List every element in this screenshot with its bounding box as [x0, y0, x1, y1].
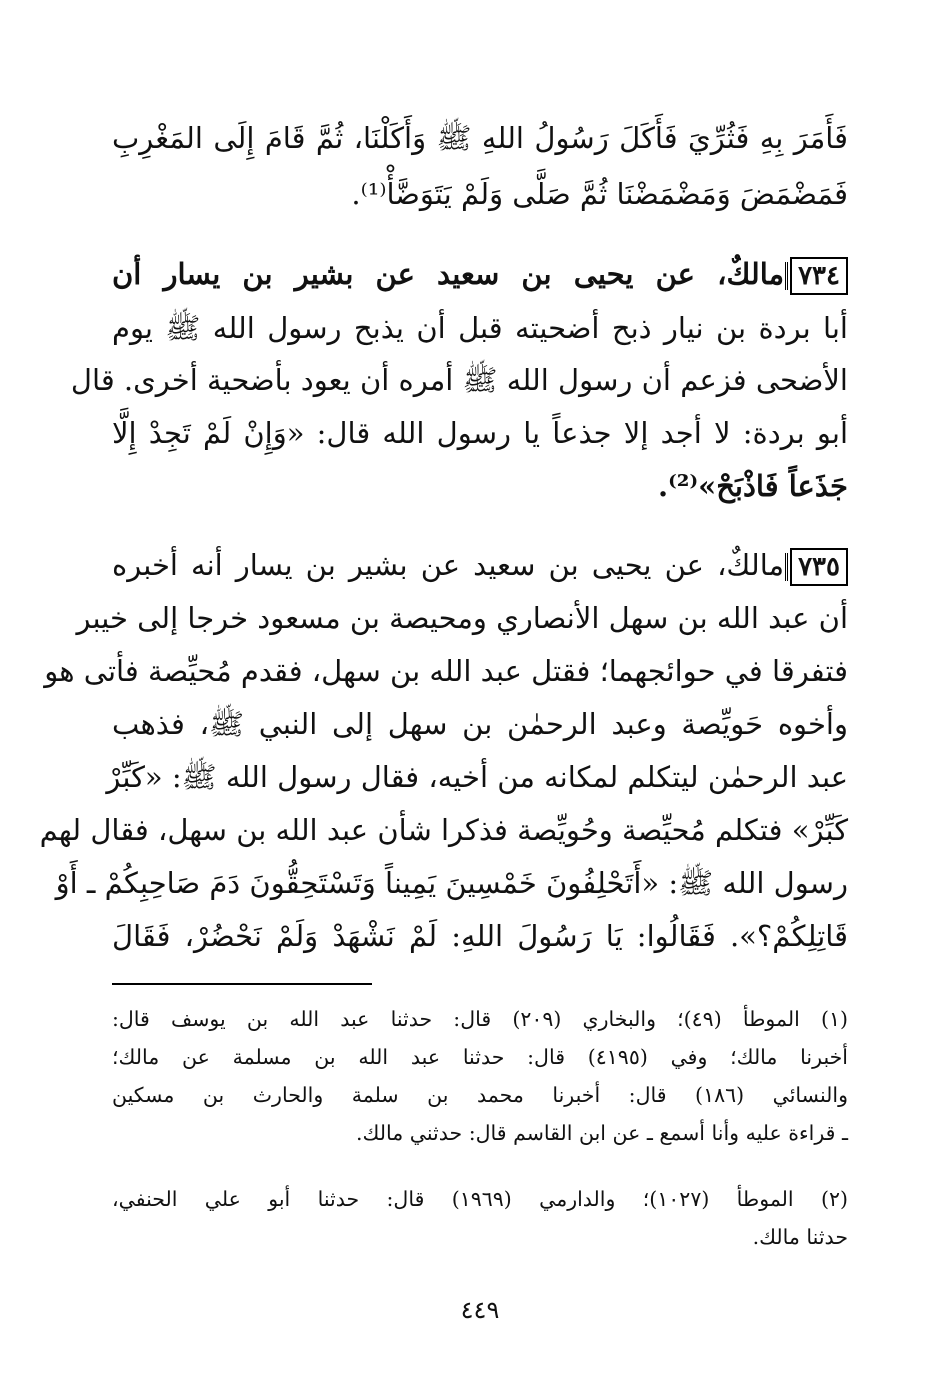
body-line: الأضحى فزعم أن رسول الله ﷺ أمره أن يعود بأضحية أخرى. قال — [70, 363, 848, 397]
body-line: أبا بردة بن نيار ذبح أضحيته قبل أن يذبح رسول الله ﷺ يوم — [112, 311, 848, 345]
hadith-735-first-line — [112, 537, 848, 593]
body-line: أن عبد الله بن سهل الأنصاري ومحيصة بن مسعود خرجا إلى خيبر — [76, 601, 848, 635]
footnote-line: (١) الموطأ (٤٩)؛ والبخاري (٢٠٩) قال: حدثنا عبد الله بن يوسف قال: — [112, 1007, 848, 1031]
body-line: أبو بردة: لا أجد إلا جذعاً يا رسول الله قال: «وَإِنْ لَمْ تَجِدْ إِلَّا — [112, 416, 848, 450]
body-line: جَذَعاً فَاذْبَحْ»⁽²⁾. — [658, 469, 848, 503]
body-line: قَاتِلِكُمْ؟». فَقَالُوا: يَا رَسُولَ اللهِ: لَمْ نَشْهَدْ وَلَمْ نَحْضُرْ، فَقَالَ — [112, 919, 848, 953]
body-line: فتفرقا في حوائجهما؛ فقتل عبد الله بن سهل، فقدم مُحيِّصة فأتى هو — [44, 654, 848, 688]
footnote-line: ـ قراءة عليه وأنا أسمع ـ عن ابن القاسم قال: حدثني مالك. — [356, 1121, 848, 1145]
page-number: ٤٤٩ — [460, 1296, 500, 1324]
footnote-line: حدثنا مالك. — [752, 1225, 848, 1249]
body-line: مالكٌ، عن يحيى بن سعيد عن بشير بن يسار أنه أخبره — [112, 548, 785, 582]
hadith-number-badge: ٧٣٤ — [790, 257, 848, 295]
body-line: فَمَضْمَضَ وَمَضْمَضْنَا ثُمَّ صَلَّى وَلَمْ يَتَوَضَّأْ⁽¹⁾. — [351, 177, 848, 211]
hadith-number-badge: ٧٣٥ — [790, 548, 848, 586]
body-line: كَبِّرْ» فتكلم مُحيِّصة وحُويِّصة فذكرا شأن عبد الله بن سهل، فقال لهم — [39, 813, 848, 847]
body-line: وأخوه حَويِّصة وعبد الرحمٰن بن سهل إلى النبي ﷺ، فذهب — [112, 707, 848, 741]
body-line: رسول الله ﷺ: «أَتَحْلِفُونَ خَمْسِينَ يَمِيناً وَتَسْتَحِقُّونَ دَمَ صَاحِبِكُمْ ـ أَوْ — [55, 866, 848, 900]
body-line: فَأَمَرَ بِهِ فَثُرِّيَ فَأَكَلَ رَسُولُ اللهِ ﷺ وَأَكَلْنَا، ثُمَّ قَامَ إِلَى المَغْرِبِ — [112, 121, 848, 155]
footnote-separator — [112, 983, 372, 985]
body-line: عبد الرحمٰن ليتكلم لمكانه من أخيه، فقال رسول الله ﷺ: «كَبِّرْ — [106, 760, 848, 794]
book-page — [39, 0, 848, 1380]
footnote-line: أخبرنا مالك؛ وفي (٤١٩٥) قال: حدثنا عبد الله بن مسلمة عن مالك؛ — [112, 1045, 848, 1069]
footnote-line: والنسائي (١٨٦) قال: أخبرنا محمد بن سلمة والحارث بن مسكين — [112, 1083, 848, 1107]
body-line: مالكٌ، عن يحيى بن سعيد عن بشير بن يسار أن — [112, 257, 785, 291]
hadith-734-first-line — [112, 246, 848, 302]
footnote-line: (٢) الموطأ (١٠٢٧)؛ والدارمي (١٩٦٩) قال: حدثنا أبو علي الحنفي، — [112, 1187, 848, 1211]
